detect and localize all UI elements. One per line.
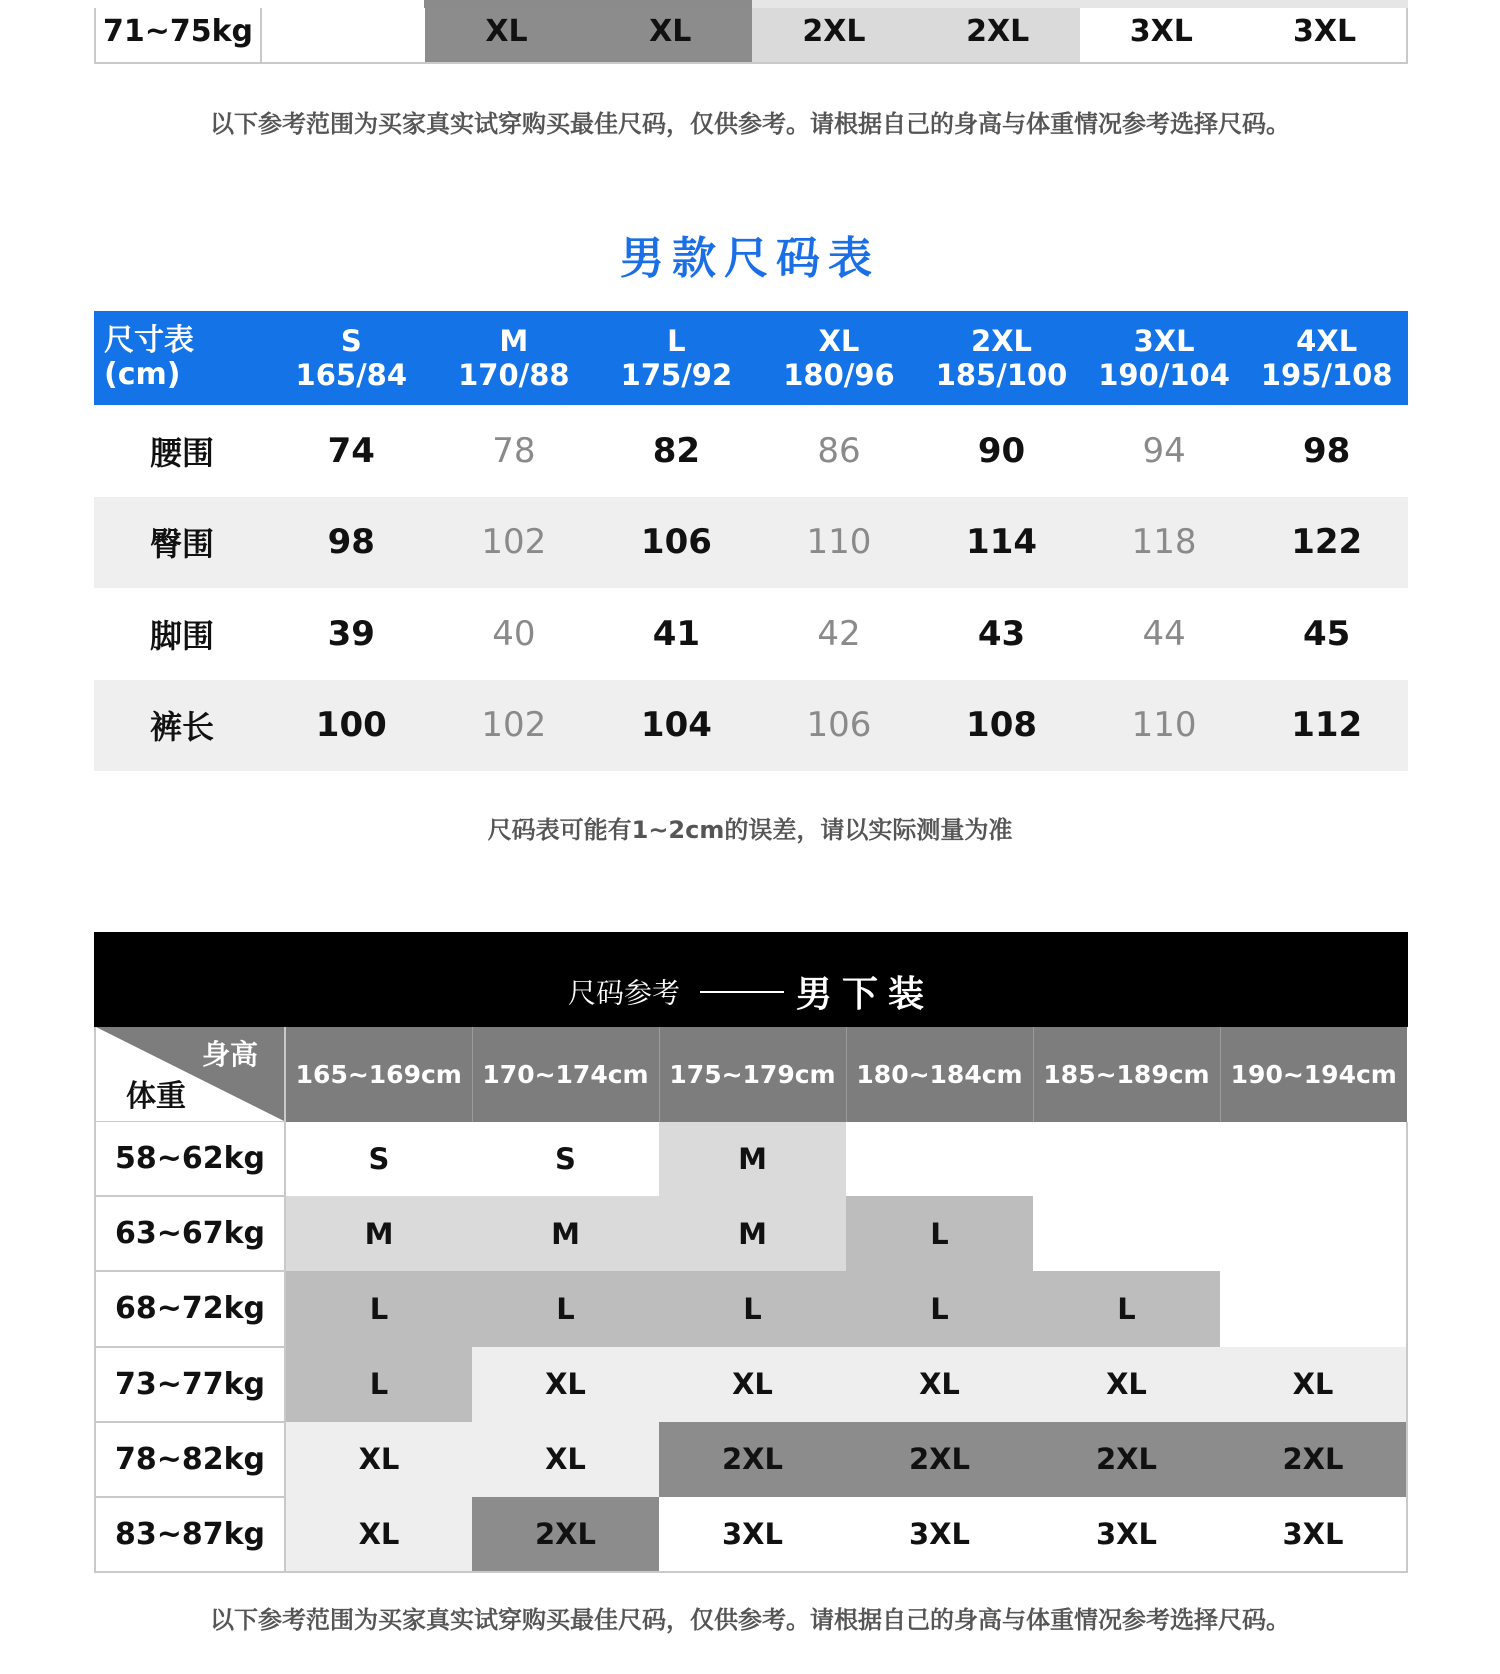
banner-subtitle: 尺码参考	[567, 976, 680, 1010]
weight-label: 73~77kg	[95, 1347, 285, 1422]
table-row	[94, 680, 1408, 772]
size-cell: 2XL	[1220, 1422, 1407, 1497]
size-column-header	[595, 311, 758, 405]
size-cell: L	[659, 1271, 846, 1346]
size-chart-corner: 尺寸表(cm)	[94, 311, 270, 405]
reference-header	[95, 1027, 1407, 1122]
weight-label: 63~67kg	[95, 1196, 285, 1271]
measurement-value: 43	[977, 613, 1026, 654]
size-cell: 2XL	[1033, 1422, 1220, 1497]
size-cell: 2XL	[752, 0, 916, 63]
measurement-value: 78	[492, 430, 536, 471]
size-cell: XL	[285, 1497, 472, 1572]
size-spec: 170/88	[458, 358, 570, 392]
size-spec: 190/104	[1098, 358, 1230, 392]
measurement-value: 74	[327, 430, 375, 471]
size-cell: 2XL	[846, 1422, 1033, 1497]
reference-chart	[94, 932, 1408, 1573]
table-row	[95, 1422, 1407, 1497]
size-cell: M	[659, 1196, 846, 1271]
height-column-header: 190~194cm	[1220, 1027, 1407, 1122]
strip-segment	[94, 0, 260, 8]
size-cell	[1220, 1196, 1407, 1271]
size-spec: 175/92	[620, 358, 733, 392]
measurement-value: 114	[920, 497, 1083, 589]
size-cell: XL	[1033, 1347, 1220, 1422]
size-column-header	[920, 311, 1083, 405]
size-column-header	[270, 311, 433, 405]
size-cell: XL	[472, 1347, 659, 1422]
size-cell: 2XL	[659, 1422, 846, 1497]
size-cell: M	[285, 1196, 472, 1271]
size-cell: M	[472, 1196, 659, 1271]
size-spec: 195/108	[1260, 358, 1393, 392]
table-row	[95, 1271, 1407, 1346]
size-cell: 3XL	[659, 1497, 846, 1572]
measurement-value: 42	[817, 613, 861, 654]
size-cell: 2XL	[472, 1497, 659, 1572]
measurement-value: 112	[1245, 680, 1408, 772]
size-cell	[1033, 1122, 1220, 1197]
size-cell	[1033, 1196, 1220, 1271]
size-cell: XL	[659, 1347, 846, 1422]
measurement-label: 臀围	[94, 497, 270, 589]
size-cell	[261, 0, 425, 63]
measurement-value: 90	[977, 430, 1026, 471]
strip-segment	[1080, 0, 1244, 8]
table-row	[94, 497, 1408, 589]
size-cell: XL	[846, 1347, 1033, 1422]
table-row	[94, 405, 1408, 497]
size-cell: L	[1033, 1271, 1220, 1346]
measurement-value: 118	[1083, 497, 1246, 589]
size-column-header	[1083, 311, 1246, 405]
measurement-value: 41	[652, 613, 701, 654]
size-name: M	[499, 324, 529, 358]
strip-segment	[1244, 0, 1408, 8]
size-chart-body	[94, 405, 1408, 771]
size-chart-header	[94, 311, 1408, 405]
size-chart-title: 男款尺码表	[620, 233, 880, 284]
size-name: S	[340, 324, 362, 358]
reference-body	[95, 1122, 1407, 1573]
measurement-value: 45	[1303, 613, 1351, 654]
measurement-value: 108	[920, 680, 1083, 772]
strip-segment	[752, 0, 916, 8]
size-cell: L	[472, 1271, 659, 1346]
size-cell: 3XL	[1080, 0, 1244, 63]
measurement-value: 102	[433, 497, 596, 589]
reference-grid	[94, 1027, 1408, 1573]
size-name: 3XL	[1133, 324, 1195, 358]
size-spec: 185/100	[935, 358, 1068, 392]
measurement-label: 裤长	[94, 680, 270, 772]
size-column-header	[433, 311, 596, 405]
size-cell: XL	[285, 1422, 472, 1497]
weight-label: 68~72kg	[95, 1271, 285, 1346]
fit-note-top: 以下参考范围为买家真实试穿购买最佳尺码，仅供参考。请根据自己的身高与体重情况参考选择尺码。	[210, 110, 1290, 138]
reference-corner	[95, 1027, 285, 1122]
size-name: L	[667, 324, 686, 358]
weight-label: 71~75kg	[95, 0, 261, 63]
size-cell: 3XL	[1033, 1497, 1220, 1572]
height-column-header: 165~169cm	[285, 1027, 472, 1122]
top-strip	[94, 0, 1408, 8]
reference-banner	[94, 932, 1408, 1027]
size-name: XL	[818, 324, 860, 358]
size-cell: S	[285, 1122, 472, 1197]
measurement-label: 腰围	[149, 433, 214, 472]
measurement-value: 106	[758, 680, 921, 772]
size-name: 4XL	[1296, 324, 1358, 358]
size-chart-grid	[94, 311, 1408, 771]
size-column-header	[758, 311, 921, 405]
table-row	[95, 1347, 1407, 1422]
strip-segment	[260, 0, 424, 8]
top-partial-grid	[94, 0, 1408, 64]
measurement-value: 94	[1142, 430, 1186, 471]
size-cell: L	[846, 1196, 1033, 1271]
measurement-value: 39	[327, 613, 375, 654]
size-cell: L	[285, 1347, 472, 1422]
corner-weight-label: 体重	[126, 1079, 186, 1114]
size-cell: L	[846, 1271, 1033, 1346]
height-column-header: 185~189cm	[1033, 1027, 1220, 1122]
measurement-value: 110	[1083, 680, 1246, 772]
size-cell: 3XL	[846, 1497, 1033, 1572]
weight-label: 78~82kg	[95, 1422, 285, 1497]
height-column-header: 170~174cm	[472, 1027, 659, 1122]
measurement-value: 100	[270, 680, 433, 772]
size-cell: XL	[425, 0, 589, 63]
size-cell	[846, 1122, 1033, 1197]
measurement-value: 98	[270, 497, 433, 589]
size-spec: 165/84	[295, 358, 408, 392]
fit-note-bottom: 以下参考范围为买家真实试穿购买最佳尺码，仅供参考。请根据自己的身高与体重情况参考选择尺码。	[210, 1606, 1290, 1634]
size-cell: XL	[588, 0, 752, 63]
height-column-header: 180~184cm	[846, 1027, 1033, 1122]
size-column-header	[1245, 311, 1408, 405]
measurement-value: 122	[1245, 497, 1408, 589]
weight-label: 83~87kg	[95, 1497, 285, 1572]
size-cell: M	[659, 1122, 846, 1197]
size-cell: XL	[1220, 1347, 1407, 1422]
table-row	[95, 1196, 1407, 1271]
measurement-value: 102	[433, 680, 596, 772]
height-column-header: 175~179cm	[659, 1027, 846, 1122]
measurement-value: 104	[595, 680, 758, 772]
measurement-value: 106	[595, 497, 758, 589]
measure-note: 尺码表可能有1~2cm的误差，请以实际测量为准	[487, 816, 1013, 844]
strip-segment	[916, 0, 1080, 8]
measurement-value: 40	[492, 613, 536, 654]
weight-label: 58~62kg	[95, 1122, 285, 1197]
top-partial-table	[94, 0, 1408, 70]
size-cell: 3XL	[1220, 1497, 1407, 1572]
table-row	[95, 1122, 1407, 1197]
measurement-label: 脚围	[149, 616, 214, 655]
size-spec: 180/96	[783, 358, 895, 392]
size-cell: L	[285, 1271, 472, 1346]
corner-height-label: 身高	[201, 1038, 258, 1071]
measurement-value: 86	[817, 430, 861, 471]
banner-title: 男下装	[796, 974, 935, 1015]
measurement-value: 82	[652, 430, 701, 471]
size-cell: 3XL	[1243, 0, 1407, 63]
size-name: 2XL	[971, 324, 1033, 358]
table-row	[95, 0, 1407, 63]
size-cell: S	[472, 1122, 659, 1197]
strip-segment	[588, 0, 752, 8]
size-cell: XL	[472, 1422, 659, 1497]
strip-segment	[424, 0, 588, 8]
banner-divider	[700, 991, 784, 993]
table-row	[95, 1497, 1407, 1572]
measurement-value: 110	[758, 497, 921, 589]
size-cell	[1220, 1122, 1407, 1197]
measurement-value: 98	[1303, 430, 1351, 471]
size-cell	[1220, 1271, 1407, 1346]
size-cell: 2XL	[916, 0, 1080, 63]
measurement-value: 44	[1142, 613, 1186, 654]
table-row	[94, 588, 1408, 680]
size-chart	[94, 311, 1408, 771]
